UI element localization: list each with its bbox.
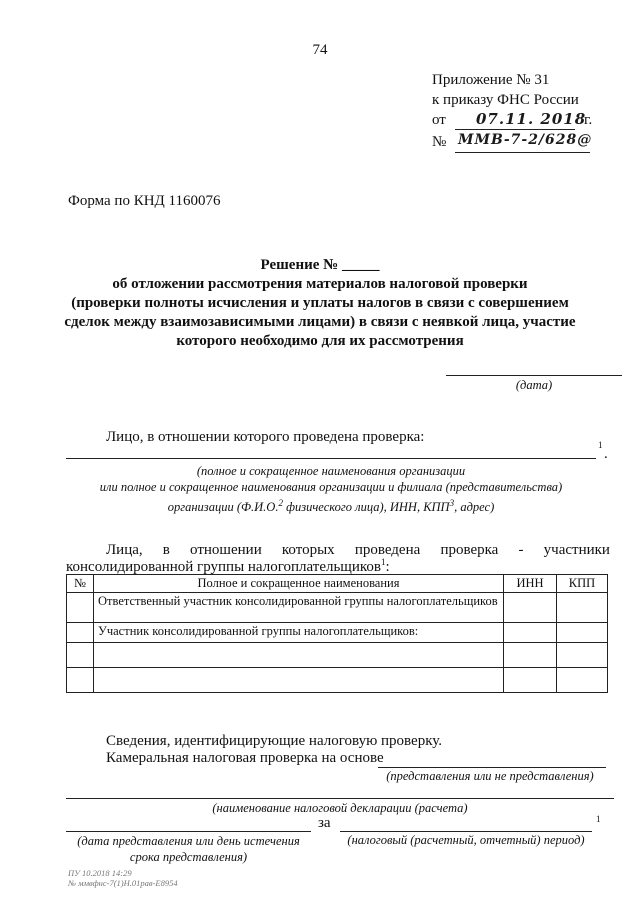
table-cell-name <box>94 643 504 668</box>
table-cell <box>557 593 608 623</box>
period-line <box>340 831 592 832</box>
table-row <box>67 593 608 623</box>
footer-stamp <box>68 868 178 888</box>
consolidated-text: консолидированной группы налогоплательщиков <box>66 559 381 575</box>
table-cell <box>504 643 557 668</box>
appendix-date-handwritten: 07.11. 2018 <box>476 110 587 128</box>
za-label: за <box>318 815 331 831</box>
date-submission-hint-1: (дата представления или день истечения <box>77 834 300 848</box>
date-submission-hint-2: срока представления) <box>129 850 248 864</box>
table-cell <box>67 668 94 693</box>
date-caption: (дата) <box>515 378 553 392</box>
appendix-block <box>432 70 579 110</box>
table-cell <box>504 668 557 693</box>
info-line-1: Сведения, идентифицирующие налоговую проверку. <box>106 733 443 749</box>
footer-line-1: ПУ 10.2018 14:29 <box>68 868 132 878</box>
person-hint-3a: организации (Ф.И.О. <box>167 500 279 515</box>
table-cell <box>557 643 608 668</box>
footnote-3: 3 <box>449 498 455 508</box>
person-hint-line-1: (полное и сокращенное наименования организации <box>196 464 466 478</box>
consolidated-word: проведена <box>354 542 421 558</box>
consolidated-end: : <box>385 559 390 575</box>
appendix-line-1: Приложение № 31 <box>432 72 550 88</box>
table-cell <box>67 643 94 668</box>
table-cell <box>67 593 94 623</box>
participants-table <box>66 574 608 693</box>
submission-hint: (представления или не представления) <box>386 769 594 783</box>
person-hint-3e: , адрес) <box>454 500 495 515</box>
person-hint <box>66 463 596 515</box>
table-cell <box>504 623 557 643</box>
form-code: Форма по КНД 1160076 <box>68 193 221 209</box>
table-header-number: № <box>67 575 94 593</box>
table-cell <box>67 623 94 643</box>
declaration-hint: (наименование налоговой декларации (расчета) <box>212 801 468 815</box>
title-line-5: которого необходимо для их рассмотрения <box>176 333 464 349</box>
period-footnote: 1 <box>596 814 601 824</box>
consolidated-footnote: 1 <box>381 557 386 567</box>
footer-line-2: № ммвфнс-7(1)Н.01рав-Е8954 <box>68 878 178 888</box>
person-end: . <box>604 446 608 462</box>
table-row <box>67 668 608 693</box>
table-cell <box>557 623 608 643</box>
appendix-date-prefix: от <box>432 112 446 128</box>
consolidated-word: участники <box>543 542 610 558</box>
title-line-3: (проверки полноты исчисления и уплаты налогов в связи с совершением <box>71 295 569 311</box>
date-submission-line <box>66 831 311 832</box>
table-header-inn: ИНН <box>504 575 557 593</box>
table-row <box>67 643 608 668</box>
person-line <box>66 458 596 459</box>
table-header-row <box>67 575 608 593</box>
person-hint-line-3 <box>66 495 596 515</box>
appendix-number-prefix: № <box>432 134 447 150</box>
table-row <box>67 623 608 643</box>
table-cell <box>504 593 557 623</box>
consolidated-word: в <box>162 542 170 558</box>
table-cell <box>557 668 608 693</box>
date-line <box>446 375 622 376</box>
person-label: Лицо, в отношении которого проведена проверка: <box>106 429 425 445</box>
page-number: 74 <box>312 42 328 58</box>
title-line-2: об отложении рассмотрения материалов налоговой проверки <box>112 276 528 292</box>
footnote-2: 2 <box>278 498 283 508</box>
title-line-1: Решение № _____ <box>260 257 380 273</box>
appendix-date-suffix: г. <box>584 112 593 128</box>
consolidated-word: проверка <box>440 542 499 558</box>
title-line-4: сделок между взаимозависимыми лицами) в связи с неявкой лица, участие <box>64 314 576 330</box>
date-submission-hint <box>66 833 311 865</box>
appendix-date-line <box>455 129 575 130</box>
appendix-number-handwritten: ММВ-7-2/628@ <box>458 132 593 148</box>
info-line-2: Камеральная налоговая проверка на основе <box>106 750 384 766</box>
declaration-line <box>66 798 614 799</box>
table-cell-name: Участник консолидированной группы налогоплательщиков: <box>94 623 504 643</box>
table-cell-name: Ответственный участник консолидированной группы налогоплательщиков <box>94 593 504 623</box>
table-header-name: Полное и сокращенное наименования <box>94 575 504 593</box>
submission-line <box>378 767 606 768</box>
consolidated-word: Лица, <box>106 542 143 558</box>
consolidated-word: которых <box>281 542 335 558</box>
table-cell-name <box>94 668 504 693</box>
period-hint: (налоговый (расчетный, отчетный) период) <box>347 833 585 847</box>
document-title <box>60 256 580 351</box>
appendix-line-2: к приказу ФНС России <box>432 92 579 108</box>
consolidated-word: - <box>518 542 524 558</box>
person-hint-line-2: или полное и сокращенное наименования организации и филиала (представительства) <box>99 480 563 494</box>
table-header-kpp: КПП <box>557 575 608 593</box>
person-hint-3c: физического лица), ИНН, КПП <box>282 500 450 515</box>
consolidated-word: отношении <box>190 542 262 558</box>
person-footnote: 1 <box>598 440 603 450</box>
appendix-number-line <box>455 152 590 153</box>
